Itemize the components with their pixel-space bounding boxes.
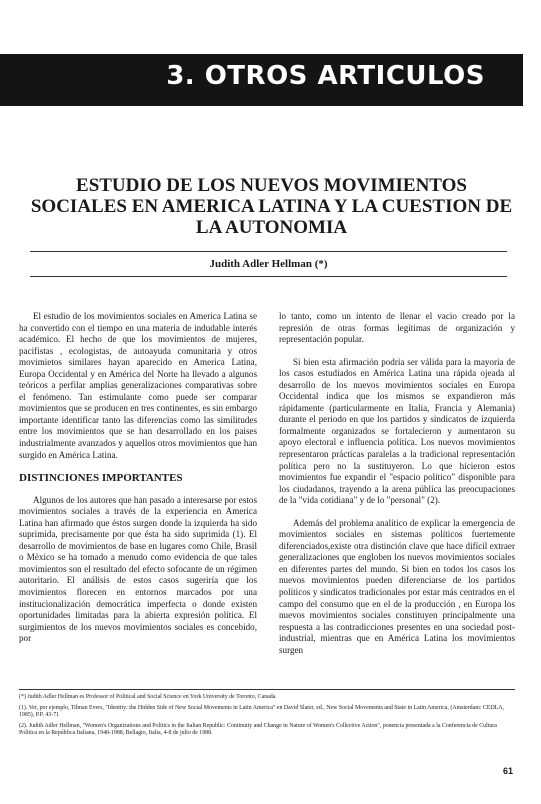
right-column xyxy=(279,311,515,656)
section-title: 3. OTROS ARTICULOS xyxy=(166,61,485,91)
body-paragraph: El estudio de los movimientos sociales en America Latina se ha convertido con el tiempo en una materia de indudable interés académico. El hecho de que los movimientos de mujeres, pacifistas , ecologistas, de autoayuda comunitaria y otros movimietos similares hayan aparecido en America Latina, Europa Occidental y en América del Norte ha llevado a algunos teóricos a perfilar amplias generalizaciones comparativas sobre el fenómeno. Tan estimulante como puede ser comparar movimientos que se producen en tres continentes, es sin embargo importante identificar tanto las diferencias como las similitudes entre los movimientos que se han desarrollado en los paises industrialmente avanzados y aquellos otros movimientos que han surgido en América Latina. xyxy=(19,311,257,460)
body-paragraph: lo tanto, como un intento de llenar el vacio creado por la represión de otras formas legítimas de organización y representación popular. xyxy=(279,311,515,345)
footnote-rule xyxy=(19,689,515,690)
title-rule-top xyxy=(30,251,507,252)
footnotes xyxy=(19,694,515,738)
article-title: ESTUDIO DE LOS NUEVOS MOVIMIENTOS SOCIALES EN AMERICA LATINA Y LA CUESTION DE LA AUTONOMIA xyxy=(30,175,513,238)
section-banner xyxy=(0,54,523,106)
body-paragraph: Además del problema analítico de explicar la emergencia de movimientos sociales en sistemas políticos fuertemente diferenciados,existe otra distinción clave que hace difícil extraer generalizaciones que engloben los nuevos movimientos sociales en diferentes partes del mundo. Si bien en todos los casos los nuevos movimientos pueden diferenciarse de los partidos políticos y sindicatos tradicionales por estar más centrados en el campo del consumo que en el de la producción , en Europa los nuevos movimientos sociales constituyen principalmente una respuesta a las contradicciones presentes en una sociedad post-industrial, mientras que en América Latina los movimientos surgen xyxy=(279,517,515,655)
section-heading: DISTINCIONES IMPORTANTES xyxy=(19,472,183,485)
title-rule-bottom xyxy=(30,276,507,277)
body-paragraph: Si bien esta afirmación podría ser válida para la mayoría de los casos estudiados en América Latina una rápida ojeada al desarrollo de los nuevos movimientos sociales en Europa Occidental indica que los mismos se expandieron más rápidamente (particularmente en Italia, Francia y Alemania) durante el periodo en que los partidos y sindicatos de izquierda formalmente organizados se fortalecieron y aumentaron su apoyo electoral e influencia política. Los nuevos movimientos representaron prácticas paralelas a la tradicional representación política pero no la sustituyeron. Lo que hicieron estos movimientos fue expandir el "espacio político" disponible para los ciudadanos, trayendo a la arena pública las preocupaciones de la "vida cotidiana" y de lo "personal" (2). xyxy=(279,356,515,506)
article-author: Judith Adler Hellman (*) xyxy=(209,258,328,270)
footnote-author: (*) Judith Adler Hellman es Professor of Political and Social Science en York University de Toronto, Canada. xyxy=(19,694,277,700)
footnote-1: (1). Ver, por ejemplo, Tilman Evers, "Identity: the Hidden Side of New Social Movements in Latin America" en David Slater, ed., New Social Movements and State in Latin America, (Amsterdam: CEDLA, 1985), P.P. 43-71 xyxy=(19,704,505,719)
page-number: 61 xyxy=(502,766,513,776)
left-column xyxy=(19,311,257,645)
footnote-2: (2). Judith Adler Hellman, "Women's Organizations and Politics in the Italian Republic: Continuity and Change in Nature of Women's Collective Action", ponencia presentada a la Conferencia de Cultura Política en la República Italiana, 1948-1988, Bellagio, Italia, 4-8 de julio de 1988. xyxy=(19,722,497,737)
body-paragraph: Algunos de los autores que han pasado a interesarse por estos movimientos sociales a través de la experiencia en America Latina han afirmado que éstos surgen donde la izquierda ha sido suprimida, precisamente por que ésta ha sido suprimida (1). El desarrollo de movimientos de base en lugares como Chile, Brasil o Mèxico se ha tomado a menudo como evidencia de que tales movimientos son el resultado del efecto sofocante de un régimen autoritario. El análisis de estos casos sugeriría que los movimientos florecen en entornos marcados por una institucionalización democrática imperfecta o donde existen oportunidades limitadas para la abierta expresión política. El surgimientos de los nuevos movimientos sociales es concebido, por xyxy=(19,494,257,644)
